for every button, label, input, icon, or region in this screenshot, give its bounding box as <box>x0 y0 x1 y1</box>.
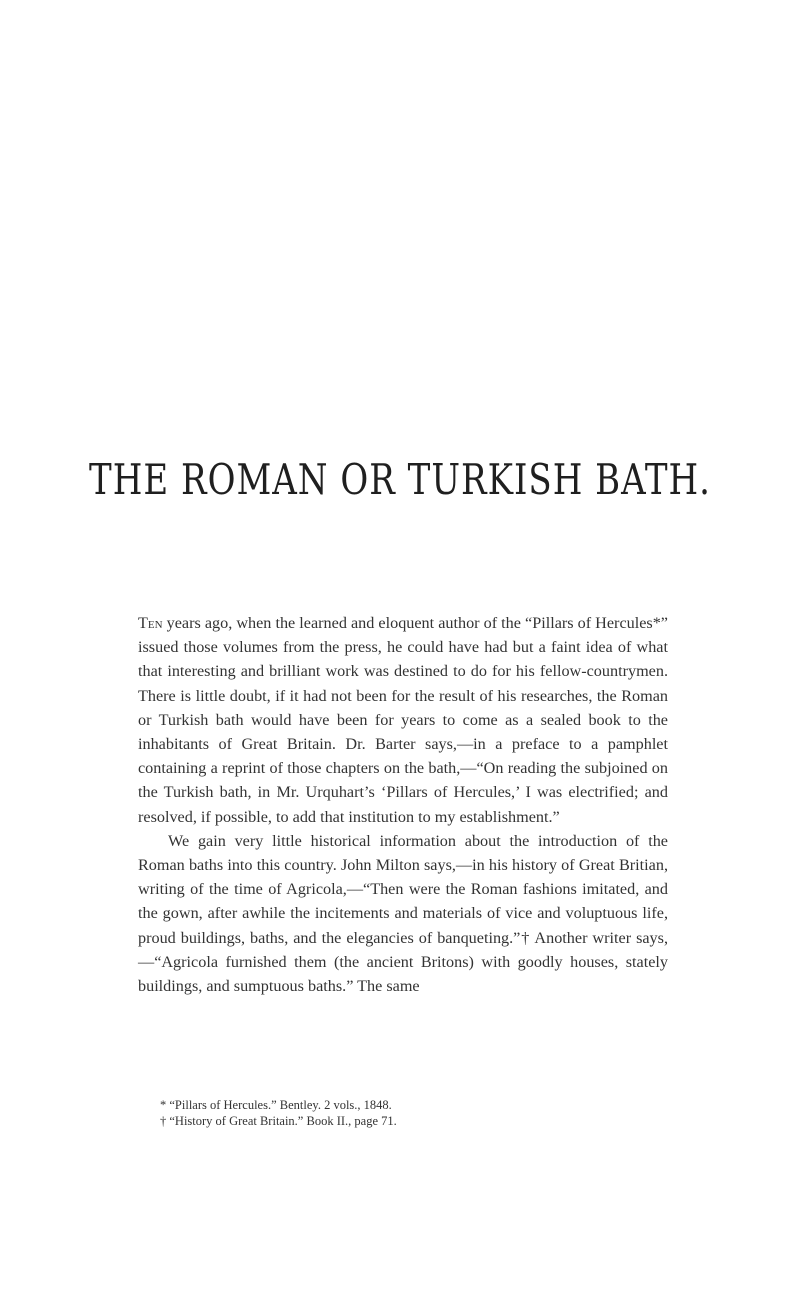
page-title: THE ROMAN OR TURKISH BATH. <box>89 455 711 505</box>
paragraph-2: We gain very little historical information about the introduction of the Roman baths into this country. John Milton says,—in his history of Great Britian, writing of the time of Agricola,—“Then were the Roman fashions imitated, and the gown, after awhile the incitements and materials of vice and voluptuous life, proud buildings, baths, and the elegancies of banqueting.”† Another writer says,—“Agricola furnished them (the ancient Britons) with goodly houses, stately buildings, and sumptuous baths.” The same <box>138 831 668 996</box>
body-text <box>138 611 668 998</box>
paragraph-1-text: years ago, when the learned and eloquent author of the “Pillars of Hercules*” issued those volumes from the press, he could have had but a faint idea of what that interesting and brilliant work was destined to do for his fellow-countrymen. There is little doubt, if it had not been for the result of his researches, the Roman or Turkish bath would have been for years to come as a sealed book to the inhabitants of Great Britain. Dr. Barter says,—in a preface to a pamphlet containing a reprint of those chapters on the bath,—“On reading the subjoined on the Turkish bath, in Mr. Urquhart’s ‘Pillars of Hercules,’ I was electrified; and resolved, if possible, to add that institution to my establishment.” <box>138 614 668 826</box>
footnotes <box>160 1097 680 1129</box>
footnote-1: * “Pillars of Hercules.” Bentley. 2 vols., 1848. <box>160 1098 392 1112</box>
paragraph-1 <box>138 611 668 829</box>
lead-word: Ten <box>138 614 163 632</box>
footnote-2: † “History of Great Britain.” Book II., page 71. <box>160 1114 397 1128</box>
